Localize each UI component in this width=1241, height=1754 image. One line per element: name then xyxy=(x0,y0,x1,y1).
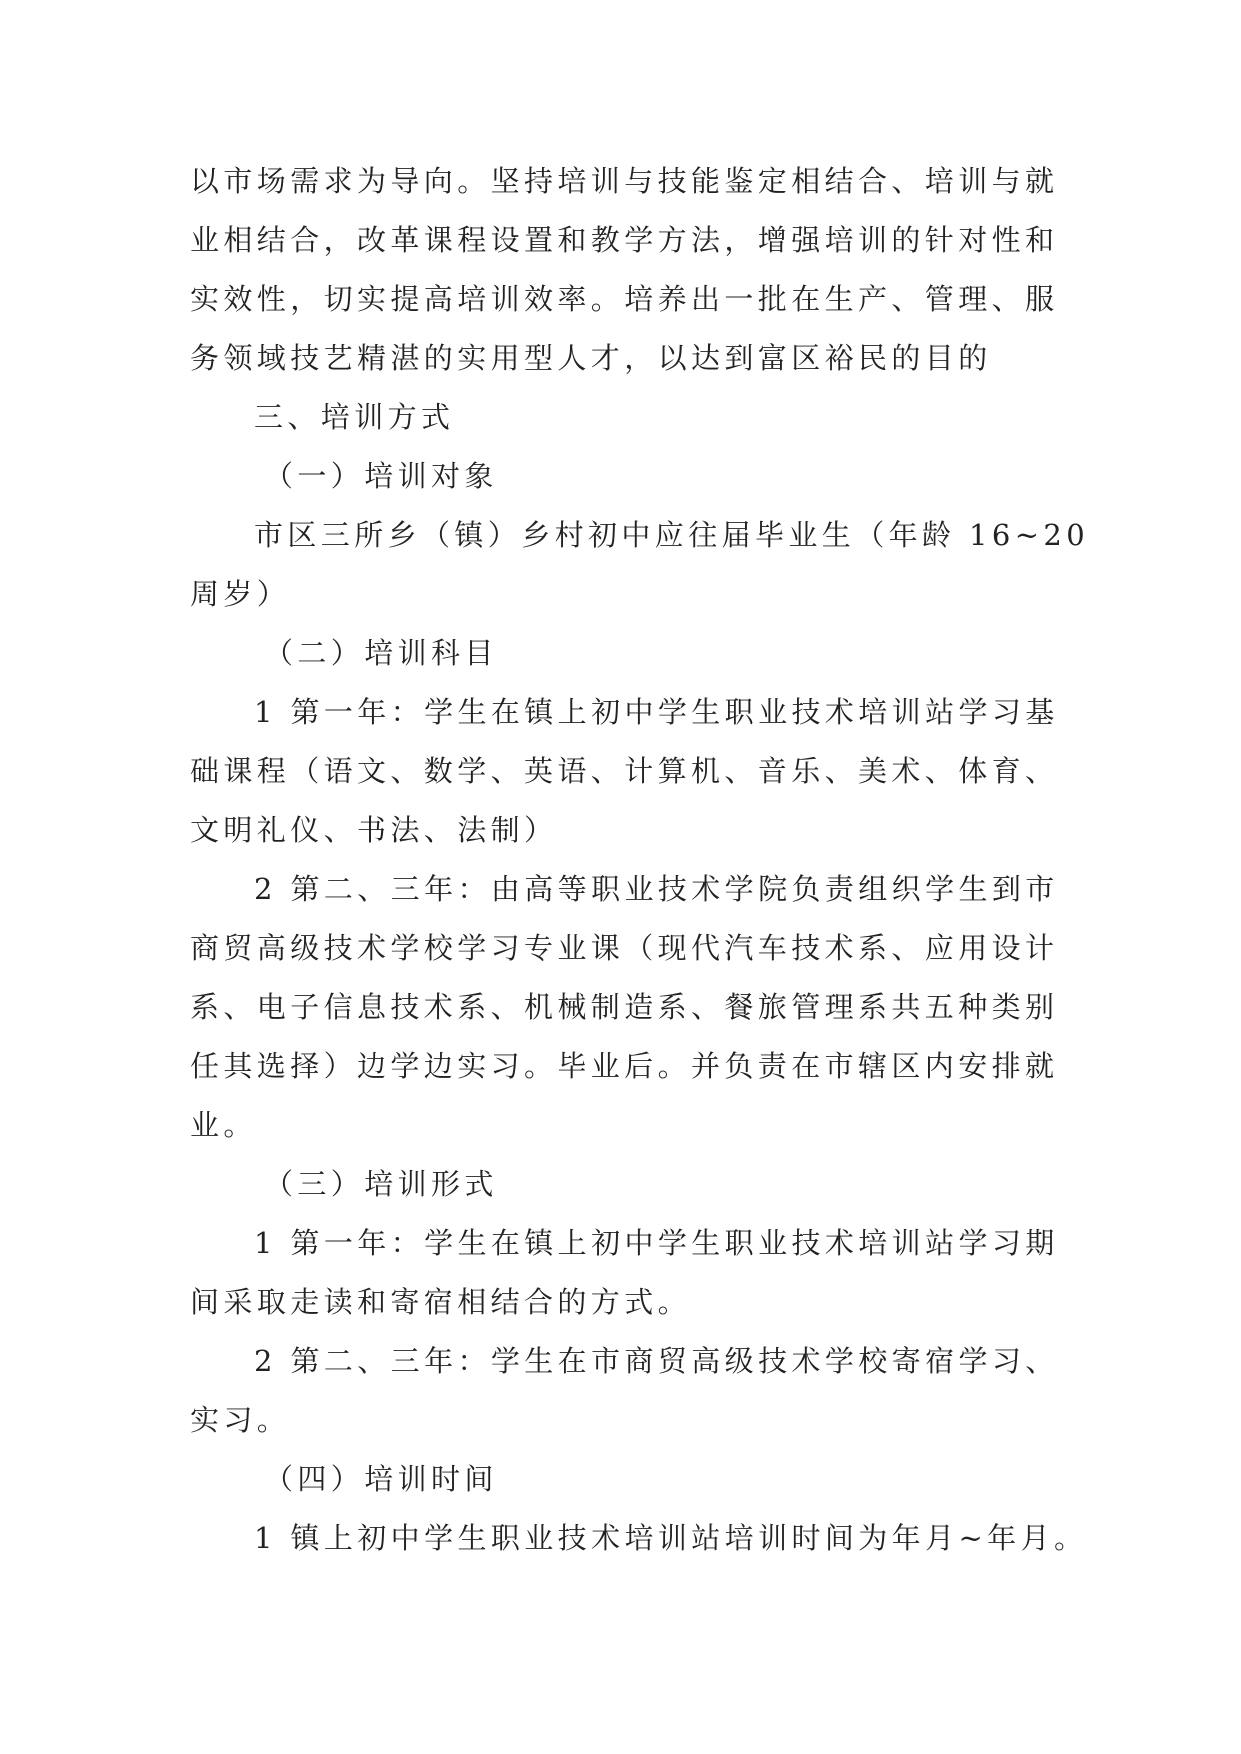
list-item-line: 1 第一年：学生在镇上初中学生职业技术培训站学习期 xyxy=(254,1226,1059,1260)
paragraph-line: 业。 xyxy=(190,1108,257,1142)
subsection-heading: （三）培训形式 xyxy=(264,1167,498,1201)
list-item-line: 1 第一年：学生在镇上初中学生职业技术培训站学习基 xyxy=(254,695,1059,729)
section-heading: 三、培训方式 xyxy=(254,400,455,434)
paragraph-line: 任其选择）边学边实习。毕业后。并负责在市辖区内安排就 xyxy=(190,1049,1059,1083)
paragraph-line: 文明礼仪、书法、法制） xyxy=(190,813,558,847)
paragraph-line: 务领域技艺精湛的实用型人才，以达到富区裕民的目的 xyxy=(190,341,992,375)
subsection-heading: （一）培训对象 xyxy=(264,459,498,493)
paragraph-line: 系、电子信息技术系、机械制造系、餐旅管理系共五种类别 xyxy=(190,990,1059,1024)
paragraph-line: 实效性，切实提高培训效率。培养出一批在生产、管理、服 xyxy=(190,282,1059,316)
subsection-heading: （四）培训时间 xyxy=(264,1462,498,1496)
paragraph-line: 间采取走读和寄宿相结合的方式。 xyxy=(190,1285,692,1319)
list-item-line: 1 镇上初中学生职业技术培训站培训时间为年月~年月。 xyxy=(254,1521,1088,1555)
paragraph-line: 实习。 xyxy=(190,1403,291,1437)
paragraph-line: 业相结合，改革课程设置和教学方法，增强培训的针对性和 xyxy=(190,223,1059,257)
subsection-heading: （二）培训科目 xyxy=(264,636,498,670)
paragraph-line: 市区三所乡（镇）乡村初中应往届毕业生（年龄 16~20 xyxy=(254,518,1090,552)
document-page xyxy=(190,152,1090,1568)
list-item-line: 2 第二、三年：由高等职业技术学院负责组织学生到市 xyxy=(254,872,1059,906)
paragraph-line: 以市场需求为导向。坚持培训与技能鉴定相结合、培训与就 xyxy=(190,164,1059,198)
paragraph-line: 础课程（语文、数学、英语、计算机、音乐、美术、体育、 xyxy=(190,754,1059,788)
paragraph-line: 商贸高级技术学校学习专业课（现代汽车技术系、应用设计 xyxy=(190,931,1059,965)
paragraph-line: 周岁） xyxy=(190,577,291,611)
list-item-line: 2 第二、三年：学生在市商贸高级技术学校寄宿学习、 xyxy=(254,1344,1059,1378)
